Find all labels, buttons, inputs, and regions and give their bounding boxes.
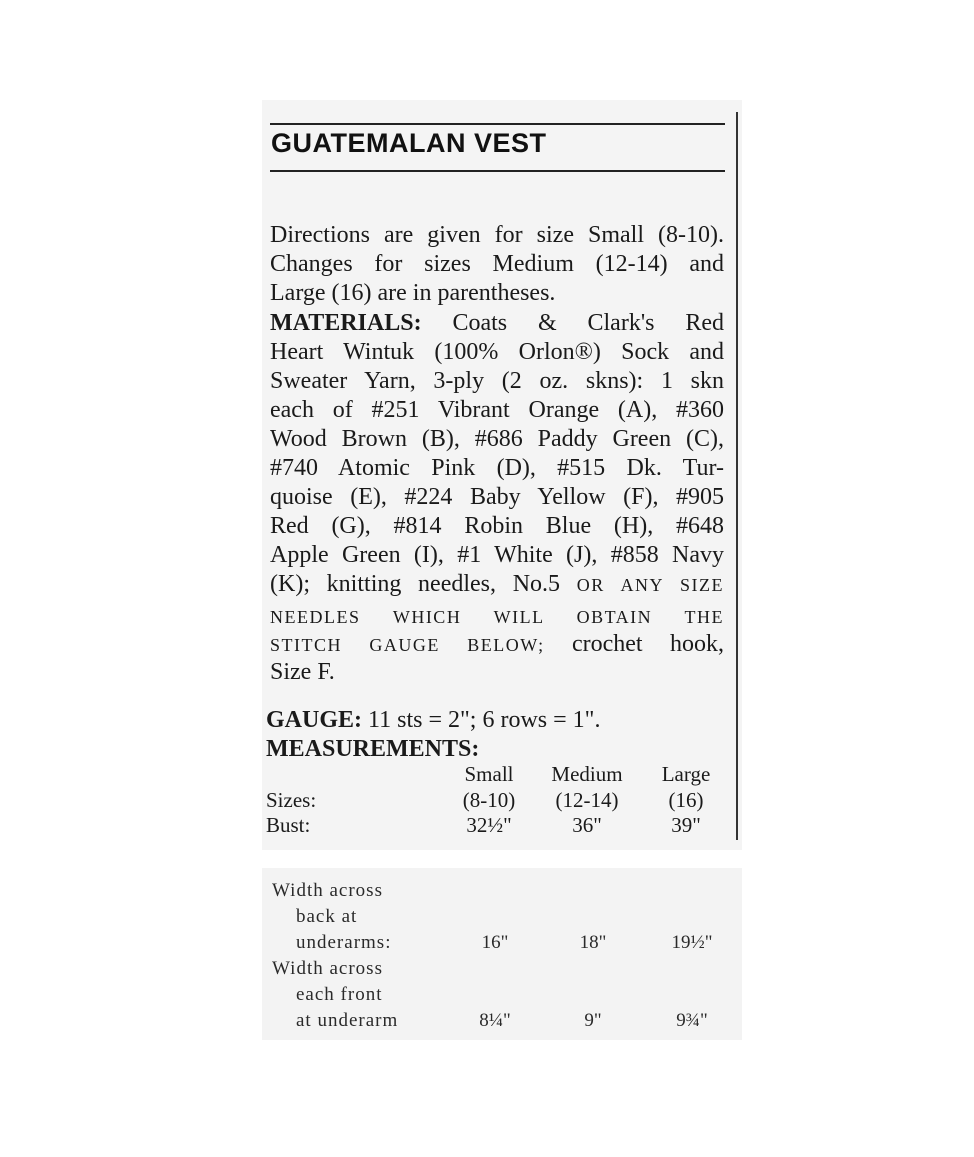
bust-large: 39" xyxy=(671,813,701,837)
width-back-small: 16" xyxy=(481,932,509,953)
size-medium: (12-14) xyxy=(555,788,619,812)
smallcaps-text: STITCH GAUGE BELOW; xyxy=(270,635,545,655)
gauge-label: GAUGE: xyxy=(266,707,362,733)
materials-text: crochet hook, xyxy=(571,631,724,657)
row-label-bust: Bust: xyxy=(266,813,311,837)
materials-text: (K); knitting needles, No.5 xyxy=(270,571,561,597)
measurements-label: MEASUREMENTS: xyxy=(266,736,480,762)
column-header-large: Large xyxy=(661,762,711,786)
materials-line: Wood Brown (B), #686 Paddy Green (C), xyxy=(270,426,724,452)
materials-text: Coats & Clark's Red xyxy=(452,310,724,336)
row-label-sizes: Sizes: xyxy=(266,788,317,812)
materials-line: Red (G), #814 Robin Blue (H), #648 xyxy=(270,513,724,539)
width-front-small: 8¼" xyxy=(479,1010,511,1031)
materials-line: #740 Atomic Pink (D), #515 Dk. Tur- xyxy=(270,455,724,481)
materials-label: MATERIALS: xyxy=(270,310,422,336)
materials-line: quoise (E), #224 Baby Yellow (F), #905 xyxy=(270,484,724,510)
size-small: (8-10) xyxy=(462,788,516,812)
directions-line: Changes for sizes Medium (12-14) and xyxy=(270,251,724,277)
gauge-text: 11 sts = 2"; 6 rows = 1". xyxy=(368,707,601,733)
materials-line xyxy=(270,309,724,338)
size-large: (16) xyxy=(668,788,704,812)
column-header-medium: Medium xyxy=(551,762,623,786)
title-top-rule xyxy=(270,123,725,125)
column-divider xyxy=(736,112,738,840)
width-front-label: at underarm xyxy=(296,1010,399,1031)
materials-line xyxy=(270,630,724,660)
width-front-label: Width across xyxy=(272,958,383,979)
directions-line: Large (16) are in parentheses. xyxy=(270,280,556,306)
materials-line: Sweater Yarn, 3-ply (2 oz. skns): 1 skn xyxy=(270,368,724,394)
materials-line: Size F. xyxy=(270,659,335,685)
width-back-label: back at xyxy=(296,906,358,927)
column-header-small: Small xyxy=(464,762,514,786)
width-back-label: Width across xyxy=(272,880,383,901)
width-front-medium: 9" xyxy=(584,1010,602,1031)
page-title: GUATEMALAN VEST xyxy=(271,128,547,158)
smallcaps-line: NEEDLES WHICH WILL OBTAIN THE xyxy=(270,607,724,627)
title-bottom-rule xyxy=(270,170,725,172)
materials-line: Apple Green (I), #1 White (J), #858 Navy xyxy=(270,542,724,568)
width-back-medium: 18" xyxy=(579,932,607,953)
width-front-large: 9¾" xyxy=(676,1010,708,1031)
smallcaps-text: OR ANY SIZE xyxy=(576,575,725,595)
materials-line: Heart Wintuk (100% Orlon®) Sock and xyxy=(270,339,724,365)
bust-small: 32½" xyxy=(466,813,512,837)
bust-medium: 36" xyxy=(572,813,602,837)
materials-line: each of #251 Vibrant Orange (A), #360 xyxy=(270,397,724,423)
width-back-large: 19½" xyxy=(671,932,713,953)
width-back-label: underarms: xyxy=(296,932,392,953)
materials-line xyxy=(270,570,724,600)
directions-line: Directions are given for size Small (8-10). xyxy=(270,222,724,248)
width-front-label: each front xyxy=(296,984,383,1005)
gauge-line xyxy=(266,706,720,735)
